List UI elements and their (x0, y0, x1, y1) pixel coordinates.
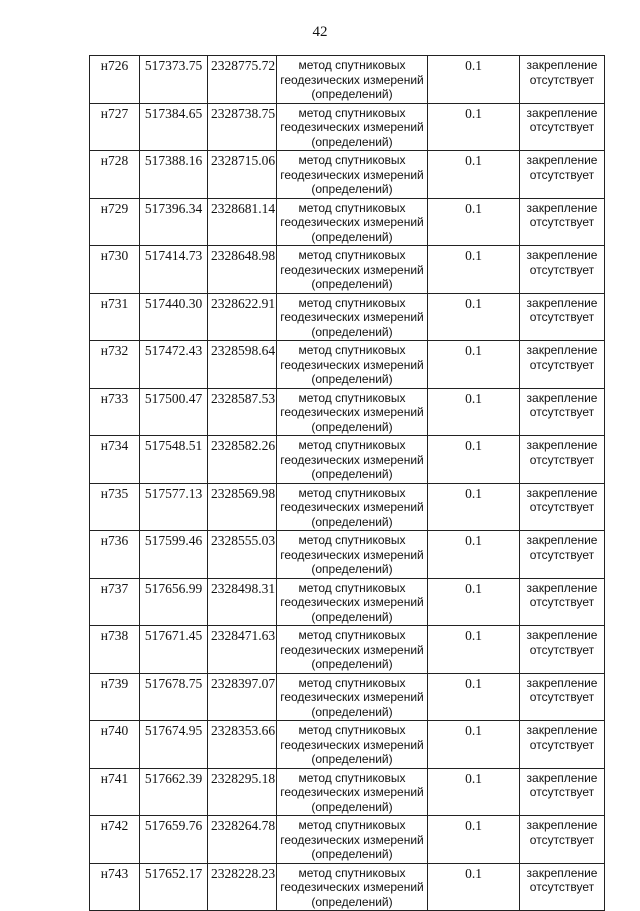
fixing-cell: закрепление отсутствует (520, 198, 605, 246)
y-coordinate-cell: 2328681.14 (208, 198, 277, 246)
point-number-cell: н730 (90, 246, 140, 294)
point-number-cell: н736 (90, 531, 140, 579)
table-row (90, 673, 605, 721)
point-number-cell: н731 (90, 293, 140, 341)
point-number-cell: н739 (90, 673, 140, 721)
method-cell: метод спутниковых геодезических измерений (определений) (277, 531, 428, 579)
accuracy-cell: 0.1 (428, 103, 520, 151)
accuracy-cell: 0.1 (428, 246, 520, 294)
y-coordinate-cell: 2328228.23 (208, 863, 277, 911)
table-row (90, 531, 605, 579)
table-row (90, 56, 605, 104)
y-coordinate-cell: 2328715.06 (208, 151, 277, 199)
fixing-cell: закрепление отсутствует (520, 388, 605, 436)
fixing-cell: закрепление отсутствует (520, 293, 605, 341)
y-coordinate-cell: 2328648.98 (208, 246, 277, 294)
y-coordinate-cell: 2328738.75 (208, 103, 277, 151)
fixing-cell: закрепление отсутствует (520, 673, 605, 721)
y-coordinate-cell: 2328264.78 (208, 816, 277, 864)
x-coordinate-cell: 517388.16 (140, 151, 208, 199)
x-coordinate-cell: 517678.75 (140, 673, 208, 721)
method-cell: метод спутниковых геодезических измерений (определений) (277, 341, 428, 389)
method-cell: метод спутниковых геодезических измерений (определений) (277, 578, 428, 626)
y-coordinate-cell: 2328295.18 (208, 768, 277, 816)
point-number-cell: н727 (90, 103, 140, 151)
y-coordinate-cell: 2328569.98 (208, 483, 277, 531)
x-coordinate-cell: 517671.45 (140, 626, 208, 674)
table-row (90, 578, 605, 626)
x-coordinate-cell: 517384.65 (140, 103, 208, 151)
method-cell: метод спутниковых геодезических измерений (определений) (277, 768, 428, 816)
accuracy-cell: 0.1 (428, 151, 520, 199)
table-row (90, 721, 605, 769)
method-cell: метод спутниковых геодезических измерений (определений) (277, 483, 428, 531)
method-cell: метод спутниковых геодезических измерений (определений) (277, 293, 428, 341)
table-row (90, 388, 605, 436)
x-coordinate-cell: 517577.13 (140, 483, 208, 531)
table-row (90, 293, 605, 341)
x-coordinate-cell: 517548.51 (140, 436, 208, 484)
x-coordinate-cell: 517396.34 (140, 198, 208, 246)
fixing-cell: закрепление отсутствует (520, 483, 605, 531)
x-coordinate-cell: 517659.76 (140, 816, 208, 864)
method-cell: метод спутниковых геодезических измерений (определений) (277, 56, 428, 104)
table-row (90, 816, 605, 864)
accuracy-cell: 0.1 (428, 198, 520, 246)
x-coordinate-cell: 517500.47 (140, 388, 208, 436)
fixing-cell: закрепление отсутствует (520, 341, 605, 389)
x-coordinate-cell: 517440.30 (140, 293, 208, 341)
point-number-cell: н742 (90, 816, 140, 864)
fixing-cell: закрепление отсутствует (520, 151, 605, 199)
y-coordinate-cell: 2328397.07 (208, 673, 277, 721)
fixing-cell: закрепление отсутствует (520, 436, 605, 484)
table-row (90, 483, 605, 531)
y-coordinate-cell: 2328471.63 (208, 626, 277, 674)
point-number-cell: н732 (90, 341, 140, 389)
point-number-cell: н738 (90, 626, 140, 674)
point-number-cell: н743 (90, 863, 140, 911)
accuracy-cell: 0.1 (428, 341, 520, 389)
y-coordinate-cell: 2328555.03 (208, 531, 277, 579)
y-coordinate-cell: 2328622.91 (208, 293, 277, 341)
method-cell: метод спутниковых геодезических измерений (определений) (277, 721, 428, 769)
x-coordinate-cell: 517662.39 (140, 768, 208, 816)
method-cell: метод спутниковых геодезических измерений (определений) (277, 103, 428, 151)
table-row (90, 626, 605, 674)
x-coordinate-cell: 517656.99 (140, 578, 208, 626)
y-coordinate-cell: 2328598.64 (208, 341, 277, 389)
accuracy-cell: 0.1 (428, 626, 520, 674)
table-row (90, 103, 605, 151)
method-cell: метод спутниковых геодезических измерений (определений) (277, 151, 428, 199)
accuracy-cell: 0.1 (428, 483, 520, 531)
fixing-cell: закрепление отсутствует (520, 531, 605, 579)
accuracy-cell: 0.1 (428, 293, 520, 341)
fixing-cell: закрепление отсутствует (520, 56, 605, 104)
point-number-cell: н733 (90, 388, 140, 436)
fixing-cell: закрепление отсутствует (520, 578, 605, 626)
y-coordinate-cell: 2328587.53 (208, 388, 277, 436)
table-row (90, 768, 605, 816)
table-row (90, 436, 605, 484)
point-number-cell: н741 (90, 768, 140, 816)
point-number-cell: н734 (90, 436, 140, 484)
accuracy-cell: 0.1 (428, 816, 520, 864)
method-cell: метод спутниковых геодезических измерений (определений) (277, 673, 428, 721)
accuracy-cell: 0.1 (428, 578, 520, 626)
table-row (90, 198, 605, 246)
point-number-cell: н735 (90, 483, 140, 531)
y-coordinate-cell: 2328498.31 (208, 578, 277, 626)
fixing-cell: закрепление отсутствует (520, 626, 605, 674)
accuracy-cell: 0.1 (428, 436, 520, 484)
y-coordinate-cell: 2328353.66 (208, 721, 277, 769)
method-cell: метод спутниковых геодезических измерений (определений) (277, 198, 428, 246)
accuracy-cell: 0.1 (428, 56, 520, 104)
page-number: 42 (312, 24, 328, 40)
point-number-cell: н728 (90, 151, 140, 199)
method-cell: метод спутниковых геодезических измерений (определений) (277, 436, 428, 484)
method-cell: метод спутниковых геодезических измерений (определений) (277, 388, 428, 436)
method-cell: метод спутниковых геодезических измерений (определений) (277, 816, 428, 864)
fixing-cell: закрепление отсутствует (520, 103, 605, 151)
table-row (90, 246, 605, 294)
x-coordinate-cell: 517652.17 (140, 863, 208, 911)
fixing-cell: закрепление отсутствует (520, 816, 605, 864)
x-coordinate-cell: 517599.46 (140, 531, 208, 579)
method-cell: метод спутниковых геодезических измерений (определений) (277, 863, 428, 911)
method-cell: метод спутниковых геодезических измерений (определений) (277, 626, 428, 674)
x-coordinate-cell: 517674.95 (140, 721, 208, 769)
fixing-cell: закрепление отсутствует (520, 246, 605, 294)
point-number-cell: н737 (90, 578, 140, 626)
accuracy-cell: 0.1 (428, 531, 520, 579)
fixing-cell: закрепление отсутствует (520, 768, 605, 816)
coordinates-table-body (90, 56, 605, 911)
fixing-cell: закрепление отсутствует (520, 863, 605, 911)
x-coordinate-cell: 517373.75 (140, 56, 208, 104)
coordinates-table (89, 55, 605, 911)
x-coordinate-cell: 517414.73 (140, 246, 208, 294)
method-cell: метод спутниковых геодезических измерений (определений) (277, 246, 428, 294)
accuracy-cell: 0.1 (428, 388, 520, 436)
fixing-cell: закрепление отсутствует (520, 721, 605, 769)
table-row (90, 341, 605, 389)
accuracy-cell: 0.1 (428, 673, 520, 721)
accuracy-cell: 0.1 (428, 721, 520, 769)
point-number-cell: н726 (90, 56, 140, 104)
y-coordinate-cell: 2328582.26 (208, 436, 277, 484)
point-number-cell: н729 (90, 198, 140, 246)
table-row (90, 151, 605, 199)
y-coordinate-cell: 2328775.72 (208, 56, 277, 104)
table-row (90, 863, 605, 911)
accuracy-cell: 0.1 (428, 863, 520, 911)
point-number-cell: н740 (90, 721, 140, 769)
x-coordinate-cell: 517472.43 (140, 341, 208, 389)
accuracy-cell: 0.1 (428, 768, 520, 816)
